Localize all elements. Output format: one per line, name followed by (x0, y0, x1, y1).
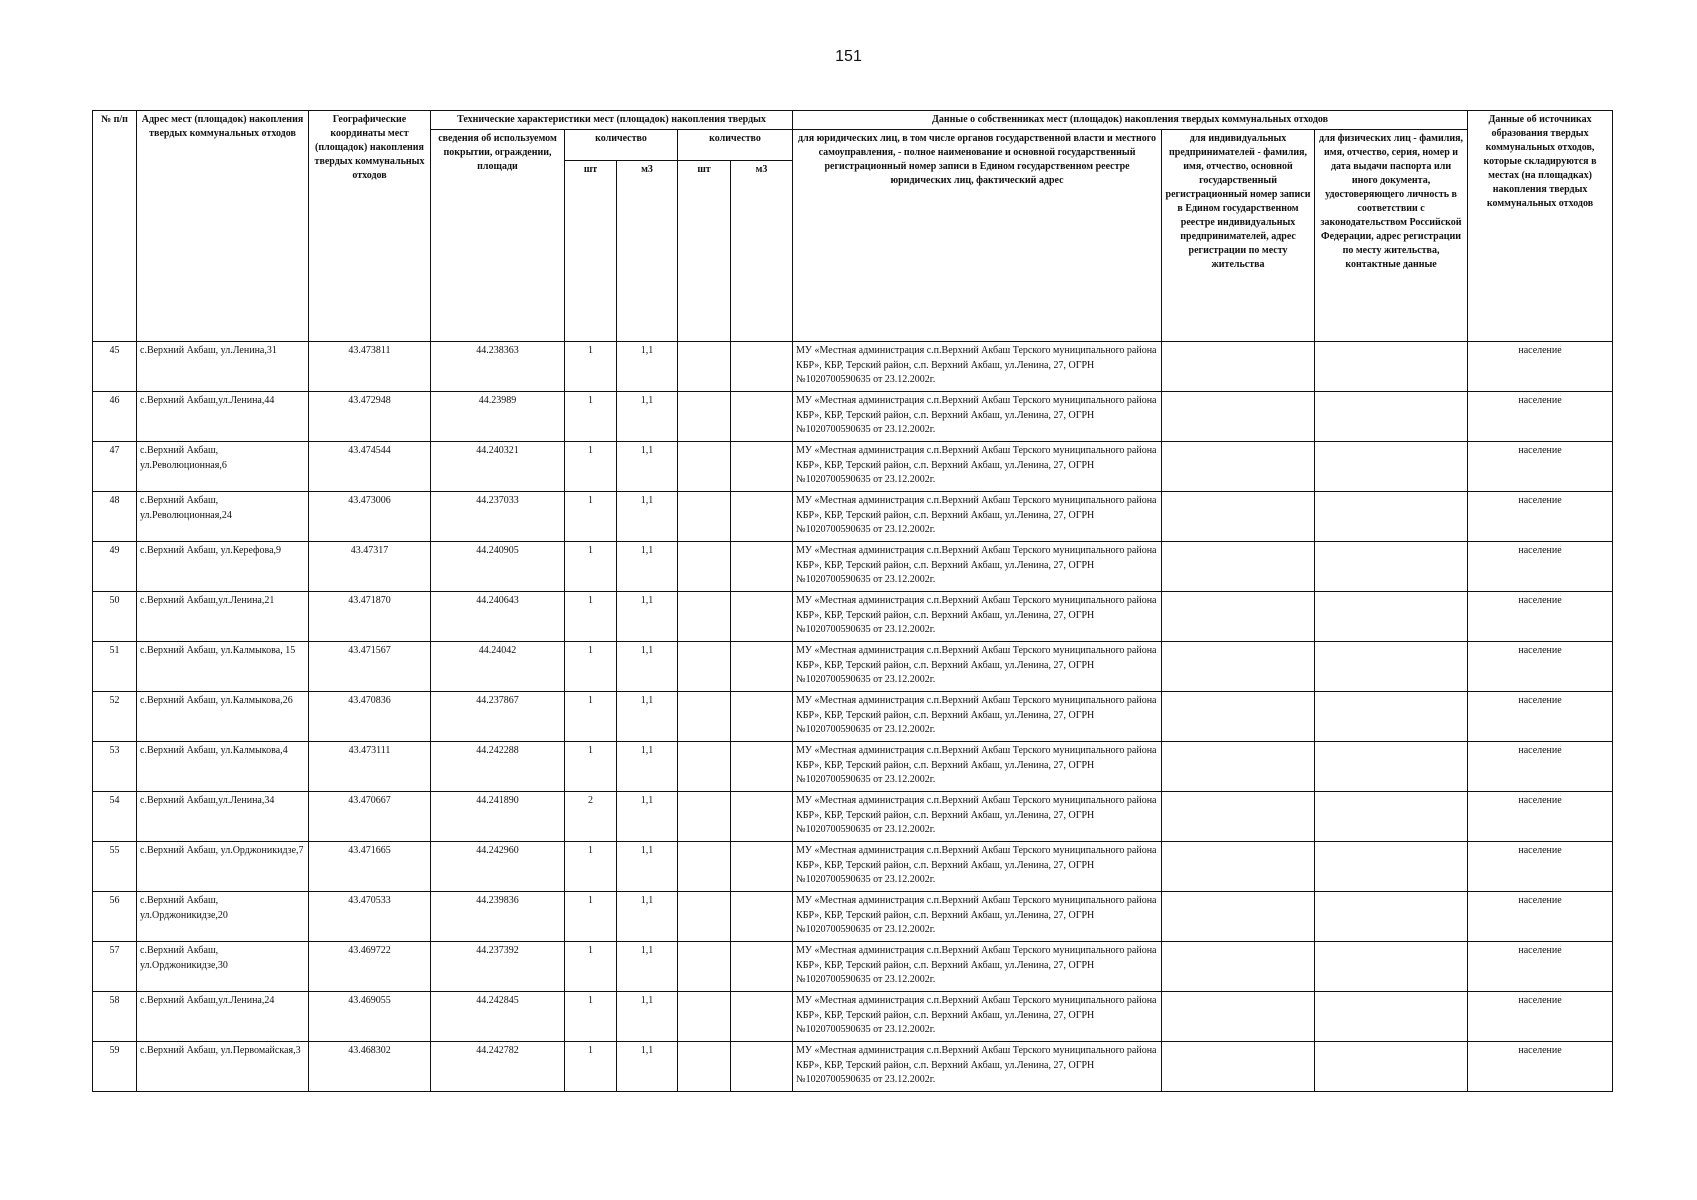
header-row-top (93, 111, 1613, 130)
cell-qty-pcs: 1 (565, 642, 617, 692)
cell-owner-individual (1315, 792, 1468, 842)
cell-qty-m3: 1,1 (617, 942, 678, 992)
cell-owner-individual (1315, 992, 1468, 1042)
cell-planned-m3 (731, 642, 793, 692)
cell-address: с.Верхний Акбаш, ул.Калмыкова,26 (137, 692, 309, 742)
cell-owner-entrepreneur (1162, 442, 1315, 492)
cell-latitude: 43.473111 (309, 742, 431, 792)
table-row (93, 792, 1613, 842)
cell-qty-m3: 1,1 (617, 492, 678, 542)
cell-longitude: 44.240321 (431, 442, 565, 492)
cell-waste-source: население (1468, 892, 1613, 942)
cell-planned-pcs (678, 492, 731, 542)
cell-address: с.Верхний Акбаш,ул.Ленина,21 (137, 592, 309, 642)
cell-planned-pcs (678, 742, 731, 792)
cell-longitude: 44.241890 (431, 792, 565, 842)
table-row (93, 942, 1613, 992)
cell-address: с.Верхний Акбаш, ул.Революционная,6 (137, 442, 309, 492)
cell-row-number: 52 (93, 692, 137, 742)
cell-waste-source: население (1468, 692, 1613, 742)
cell-waste-source: население (1468, 392, 1613, 442)
cell-address: с.Верхний Акбаш, ул.Первомайская,3 (137, 1042, 309, 1092)
cell-row-number: 53 (93, 742, 137, 792)
cell-qty-m3: 1,1 (617, 442, 678, 492)
cell-owner-individual (1315, 542, 1468, 592)
cell-planned-pcs (678, 842, 731, 892)
cell-row-number: 45 (93, 342, 137, 392)
cell-longitude: 44.237392 (431, 942, 565, 992)
cell-address: с.Верхний Акбаш, ул.Орджоникидзе,7 (137, 842, 309, 892)
cell-address: с.Верхний Акбаш, ул.Революционная,24 (137, 492, 309, 542)
cell-planned-pcs (678, 342, 731, 392)
cell-qty-pcs: 1 (565, 992, 617, 1042)
cell-planned-m3 (731, 942, 793, 992)
cell-address: с.Верхний Акбаш, ул.Орджоникидзе,20 (137, 892, 309, 942)
cell-longitude: 44.237033 (431, 492, 565, 542)
cell-owner-legal: МУ «Местная администрация с.п.Верхний Акбаш Терского муниципального района КБР», КБР, Терский район, с.п. Верхний Акбаш, ул.Ленина, 27, ОГРН №1020700590635 от 23.12.2002г. (793, 492, 1162, 542)
cell-owner-individual (1315, 392, 1468, 442)
cell-longitude: 44.240905 (431, 542, 565, 592)
table-row (93, 542, 1613, 592)
cell-waste-source: население (1468, 442, 1613, 492)
cell-owner-individual (1315, 592, 1468, 642)
cell-waste-source: население (1468, 742, 1613, 792)
cell-waste-source: население (1468, 492, 1613, 542)
table-row (93, 742, 1613, 792)
cell-planned-m3 (731, 592, 793, 642)
cell-latitude: 43.474544 (309, 442, 431, 492)
cell-waste-source: население (1468, 942, 1613, 992)
cell-longitude: 44.240643 (431, 592, 565, 642)
cell-qty-m3: 1,1 (617, 642, 678, 692)
cell-owner-legal: МУ «Местная администрация с.п.Верхний Акбаш Терского муниципального района КБР», КБР, Терский район, с.п. Верхний Акбаш, ул.Ленина, 27, ОГРН №1020700590635 от 23.12.2002г. (793, 642, 1162, 692)
cell-planned-m3 (731, 1042, 793, 1092)
cell-owner-entrepreneur (1162, 1042, 1315, 1092)
cell-row-number: 59 (93, 1042, 137, 1092)
cell-planned-m3 (731, 792, 793, 842)
cell-planned-m3 (731, 342, 793, 392)
cell-owner-entrepreneur (1162, 892, 1315, 942)
cell-owner-legal: МУ «Местная администрация с.п.Верхний Акбаш Терского муниципального района КБР», КБР, Терский район, с.п. Верхний Акбаш, ул.Ленина, 27, ОГРН №1020700590635 от 23.12.2002г. (793, 942, 1162, 992)
cell-longitude: 44.242288 (431, 742, 565, 792)
cell-qty-pcs: 1 (565, 692, 617, 742)
cell-qty-pcs: 2 (565, 792, 617, 842)
header-unit-m3-placed: м3 (617, 161, 678, 342)
header-unit-pcs-planned: шт (678, 161, 731, 342)
cell-owner-legal: МУ «Местная администрация с.п.Верхний Акбаш Терского муниципального района КБР», КБР, Терский район, с.п. Верхний Акбаш, ул.Ленина, 27, ОГРН №1020700590635 от 23.12.2002г. (793, 792, 1162, 842)
cell-qty-m3: 1,1 (617, 1042, 678, 1092)
cell-planned-pcs (678, 892, 731, 942)
cell-row-number: 46 (93, 392, 137, 442)
table-row (93, 592, 1613, 642)
cell-address: с.Верхний Акбаш,ул.Ленина,34 (137, 792, 309, 842)
cell-planned-m3 (731, 742, 793, 792)
cell-owner-individual (1315, 342, 1468, 392)
cell-latitude: 43.470533 (309, 892, 431, 942)
cell-qty-m3: 1,1 (617, 392, 678, 442)
cell-row-number: 51 (93, 642, 137, 692)
cell-planned-pcs (678, 542, 731, 592)
cell-owner-entrepreneur (1162, 842, 1315, 892)
table-row (93, 442, 1613, 492)
cell-owner-legal: МУ «Местная администрация с.п.Верхний Акбаш Терского муниципального района КБР», КБР, Терский район, с.п. Верхний Акбаш, ул.Ленина, 27, ОГРН №1020700590635 от 23.12.2002г. (793, 892, 1162, 942)
cell-waste-source: население (1468, 592, 1613, 642)
header-num: № п/п (93, 111, 137, 342)
cell-address: с.Верхний Акбаш, ул.Калмыкова,4 (137, 742, 309, 792)
cell-qty-pcs: 1 (565, 442, 617, 492)
cell-owner-legal: МУ «Местная администрация с.п.Верхний Акбаш Терского муниципального района КБР», КБР, Терский район, с.п. Верхний Акбаш, ул.Ленина, 27, ОГРН №1020700590635 от 23.12.2002г. (793, 442, 1162, 492)
cell-latitude: 43.470667 (309, 792, 431, 842)
cell-owner-individual (1315, 942, 1468, 992)
cell-qty-m3: 1,1 (617, 592, 678, 642)
cell-planned-m3 (731, 892, 793, 942)
cell-owner-entrepreneur (1162, 992, 1315, 1042)
cell-owner-individual (1315, 492, 1468, 542)
cell-owner-individual (1315, 642, 1468, 692)
cell-owner-entrepreneur (1162, 392, 1315, 442)
table-row (93, 492, 1613, 542)
page-number: 151 (835, 48, 862, 65)
cell-qty-m3: 1,1 (617, 692, 678, 742)
cell-latitude: 43.468302 (309, 1042, 431, 1092)
table-body (93, 342, 1613, 1092)
cell-waste-source: население (1468, 1042, 1613, 1092)
cell-planned-pcs (678, 642, 731, 692)
cell-waste-source: население (1468, 342, 1613, 392)
cell-latitude: 43.473811 (309, 342, 431, 392)
cell-latitude: 43.469722 (309, 942, 431, 992)
cell-qty-pcs: 1 (565, 342, 617, 392)
cell-address: с.Верхний Акбаш, ул.Калмыкова, 15 (137, 642, 309, 692)
cell-qty-m3: 1,1 (617, 542, 678, 592)
cell-qty-pcs: 1 (565, 592, 617, 642)
cell-planned-pcs (678, 792, 731, 842)
cell-address: с.Верхний Акбаш, ул.Ленина,31 (137, 342, 309, 392)
cell-qty-m3: 1,1 (617, 792, 678, 842)
table-row (93, 692, 1613, 742)
cell-waste-source: население (1468, 992, 1613, 1042)
cell-row-number: 55 (93, 842, 137, 892)
header-tech-group: Технические характеристики мест (площадок) накопления твердых (431, 111, 793, 130)
table-row (93, 642, 1613, 692)
cell-owner-entrepreneur (1162, 742, 1315, 792)
cell-owner-individual (1315, 442, 1468, 492)
header-qty-planned: количество (678, 130, 793, 161)
cell-planned-m3 (731, 542, 793, 592)
cell-qty-pcs: 1 (565, 742, 617, 792)
cell-planned-m3 (731, 692, 793, 742)
cell-qty-pcs: 1 (565, 392, 617, 442)
cell-row-number: 57 (93, 942, 137, 992)
cell-longitude: 44.242960 (431, 842, 565, 892)
header-address: Адрес мест (площадок) накопления твердых коммунальных отходов (137, 111, 309, 342)
header-coverage: сведения об используемом покрытии, ограждении, площади (431, 130, 565, 342)
cell-qty-pcs: 1 (565, 1042, 617, 1092)
cell-owner-individual (1315, 692, 1468, 742)
cell-owner-individual (1315, 892, 1468, 942)
cell-planned-pcs (678, 992, 731, 1042)
header-entrepreneurs: для индивидуальных предпринимателей - фамилия, имя, отчество, основной государственный регистрационный номер записи в Едином государственном реестре индивидуальных предпринимателей, адрес регистрации по месту жительства (1162, 130, 1315, 342)
cell-planned-pcs (678, 442, 731, 492)
cell-owner-legal: МУ «Местная администрация с.п.Верхний Акбаш Терского муниципального района КБР», КБР, Терский район, с.п. Верхний Акбаш, ул.Ленина, 27, ОГРН №1020700590635 от 23.12.2002г. (793, 542, 1162, 592)
cell-planned-pcs (678, 392, 731, 442)
cell-waste-source: население (1468, 842, 1613, 892)
cell-row-number: 47 (93, 442, 137, 492)
cell-latitude: 43.471665 (309, 842, 431, 892)
cell-qty-m3: 1,1 (617, 892, 678, 942)
cell-planned-m3 (731, 442, 793, 492)
cell-longitude: 44.238363 (431, 342, 565, 392)
cell-owner-entrepreneur (1162, 792, 1315, 842)
cell-planned-m3 (731, 392, 793, 442)
cell-row-number: 48 (93, 492, 137, 542)
cell-planned-m3 (731, 842, 793, 892)
cell-owner-legal: МУ «Местная администрация с.п.Верхний Акбаш Терского муниципального района КБР», КБР, Терский район, с.п. Верхний Акбаш, ул.Ленина, 27, ОГРН №1020700590635 от 23.12.2002г. (793, 842, 1162, 892)
cell-row-number: 49 (93, 542, 137, 592)
cell-row-number: 56 (93, 892, 137, 942)
cell-owner-entrepreneur (1162, 692, 1315, 742)
cell-address: с.Верхний Акбаш, ул.Керефова,9 (137, 542, 309, 592)
cell-latitude: 43.473006 (309, 492, 431, 542)
cell-longitude: 44.237867 (431, 692, 565, 742)
cell-planned-pcs (678, 692, 731, 742)
cell-planned-pcs (678, 1042, 731, 1092)
cell-waste-source: население (1468, 542, 1613, 592)
header-coords: Географические координаты мест (площадок) накопления твердых коммунальных отходов (309, 111, 431, 342)
cell-owner-legal: МУ «Местная администрация с.п.Верхний Акбаш Терского муниципального района КБР», КБР, Терский район, с.п. Верхний Акбаш, ул.Ленина, 27, ОГРН №1020700590635 от 23.12.2002г. (793, 742, 1162, 792)
waste-sites-registry-table (92, 110, 1613, 1092)
cell-owner-legal: МУ «Местная администрация с.п.Верхний Акбаш Терского муниципального района КБР», КБР, Терский район, с.п. Верхний Акбаш, ул.Ленина, 27, ОГРН №1020700590635 от 23.12.2002г. (793, 992, 1162, 1042)
cell-owner-entrepreneur (1162, 542, 1315, 592)
cell-qty-pcs: 1 (565, 892, 617, 942)
cell-row-number: 58 (93, 992, 137, 1042)
cell-owner-legal: МУ «Местная администрация с.п.Верхний Акбаш Терского муниципального района КБР», КБР, Терский район, с.п. Верхний Акбаш, ул.Ленина, 27, ОГРН №1020700590635 от 23.12.2002г. (793, 392, 1162, 442)
header-individuals: для физических лиц - фамилия, имя, отчество, серия, номер и дата выдачи паспорта или иного документа, удостоверяющего личность в соответствии с законодательством Российской Федерации, адрес регистрации по месту жительства, контактные данные (1315, 130, 1468, 342)
cell-qty-m3: 1,1 (617, 992, 678, 1042)
cell-owner-entrepreneur (1162, 492, 1315, 542)
cell-row-number: 50 (93, 592, 137, 642)
cell-address: с.Верхний Акбаш,ул.Ленина,44 (137, 392, 309, 442)
cell-owner-legal: МУ «Местная администрация с.п.Верхний Акбаш Терского муниципального района КБР», КБР, Терский район, с.п. Верхний Акбаш, ул.Ленина, 27, ОГРН №1020700590635 от 23.12.2002г. (793, 592, 1162, 642)
header-qty-placed: количество (565, 130, 678, 161)
header-unit-pcs-placed: шт (565, 161, 617, 342)
cell-longitude: 44.24042 (431, 642, 565, 692)
cell-owner-entrepreneur (1162, 342, 1315, 392)
cell-longitude: 44.23989 (431, 392, 565, 442)
cell-row-number: 54 (93, 792, 137, 842)
cell-qty-pcs: 1 (565, 842, 617, 892)
table-row (93, 392, 1613, 442)
cell-qty-pcs: 1 (565, 492, 617, 542)
header-owners-group: Данные о собственниках мест (площадок) накопления твердых коммунальных отходов (793, 111, 1468, 130)
table-row (93, 1042, 1613, 1092)
table-row (93, 992, 1613, 1042)
cell-planned-pcs (678, 942, 731, 992)
cell-planned-m3 (731, 492, 793, 542)
cell-latitude: 43.471567 (309, 642, 431, 692)
cell-owner-legal: МУ «Местная администрация с.п.Верхний Акбаш Терского муниципального района КБР», КБР, Терский район, с.п. Верхний Акбаш, ул.Ленина, 27, ОГРН №1020700590635 от 23.12.2002г. (793, 692, 1162, 742)
cell-owner-individual (1315, 1042, 1468, 1092)
cell-waste-source: население (1468, 642, 1613, 692)
cell-longitude: 44.242782 (431, 1042, 565, 1092)
cell-qty-pcs: 1 (565, 542, 617, 592)
cell-owner-legal: МУ «Местная администрация с.п.Верхний Акбаш Терского муниципального района КБР», КБР, Терский район, с.п. Верхний Акбаш, ул.Ленина, 27, ОГРН №1020700590635 от 23.12.2002г. (793, 342, 1162, 392)
cell-owner-entrepreneur (1162, 942, 1315, 992)
cell-planned-m3 (731, 992, 793, 1042)
cell-latitude: 43.472948 (309, 392, 431, 442)
cell-owner-individual (1315, 842, 1468, 892)
cell-address: с.Верхний Акбаш,ул.Ленина,24 (137, 992, 309, 1042)
header-sources: Данные об источниках образования твердых коммунальных отходов, которые складируются в местах (на площадках) накопления твердых коммунальных отходов (1468, 111, 1613, 342)
cell-planned-pcs (678, 592, 731, 642)
cell-latitude: 43.47317 (309, 542, 431, 592)
cell-longitude: 44.239836 (431, 892, 565, 942)
cell-longitude: 44.242845 (431, 992, 565, 1042)
cell-qty-pcs: 1 (565, 942, 617, 992)
cell-owner-entrepreneur (1162, 642, 1315, 692)
table-row (93, 842, 1613, 892)
cell-latitude: 43.471870 (309, 592, 431, 642)
cell-owner-legal: МУ «Местная администрация с.п.Верхний Акбаш Терского муниципального района КБР», КБР, Терский район, с.п. Верхний Акбаш, ул.Ленина, 27, ОГРН №1020700590635 от 23.12.2002г. (793, 1042, 1162, 1092)
cell-qty-m3: 1,1 (617, 342, 678, 392)
table-row (93, 342, 1613, 392)
cell-waste-source: население (1468, 792, 1613, 842)
cell-address: с.Верхний Акбаш, ул.Орджоникидзе,30 (137, 942, 309, 992)
cell-latitude: 43.469055 (309, 992, 431, 1042)
header-legal-entities: для юридических лиц, в том числе органов государственной власти и местного самоуправления, - полное наименование и основной государственный регистрационный номер записи в Едином государственном реестре юридических лиц, фактический адрес (793, 130, 1162, 342)
cell-qty-m3: 1,1 (617, 742, 678, 792)
header-unit-m3-planned: м3 (731, 161, 793, 342)
cell-owner-entrepreneur (1162, 592, 1315, 642)
cell-qty-m3: 1,1 (617, 842, 678, 892)
cell-latitude: 43.470836 (309, 692, 431, 742)
cell-owner-individual (1315, 742, 1468, 792)
table-row (93, 892, 1613, 942)
